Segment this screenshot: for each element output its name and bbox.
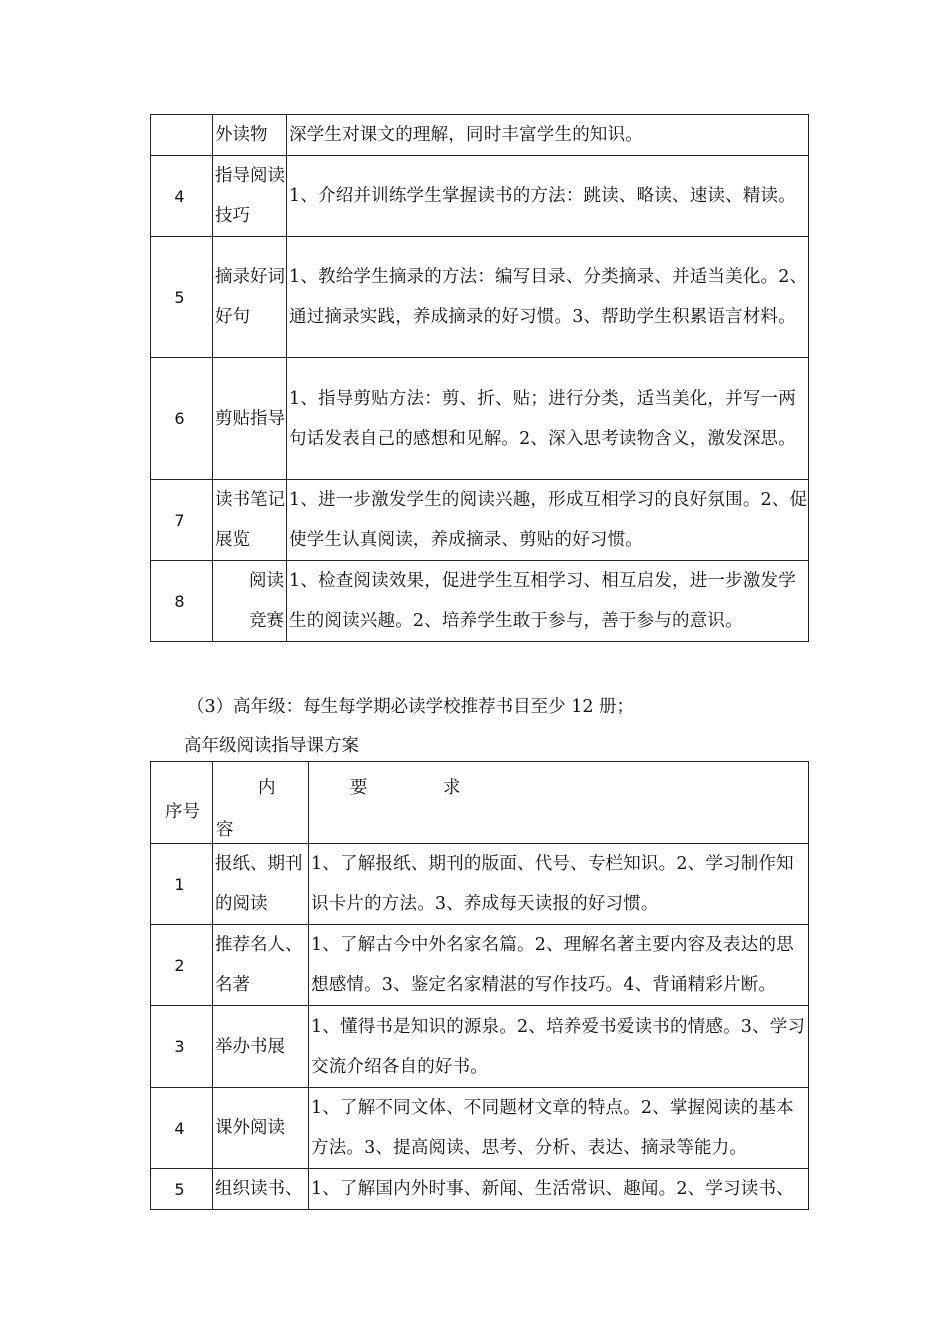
row-number: 5	[151, 237, 213, 358]
row-requirement: 1、教给学生摘录的方法：编写目录、分类摘录、并适当美化。2、通过摘录实践，养成摘录的好习惯。3、帮助学生积累语言材料。	[287, 237, 809, 358]
table-row	[151, 1088, 809, 1169]
table-row	[151, 156, 809, 237]
row-content: 指导阅读技巧	[213, 156, 287, 237]
row-requirement: 1、了解报纸、期刊的版面、代号、专栏知识。2、学习制作知识卡片的方法。3、养成每天读报的好习惯。	[309, 844, 809, 925]
table-row	[151, 561, 809, 642]
row-content: 课外阅读	[213, 1088, 309, 1169]
row-requirement: 1、了解古今中外名家名篇。2、理解名著主要内容及表达的思想感情。3、鉴定名家精湛的写作技巧。4、背诵精彩片断。	[309, 925, 809, 1006]
table-header-row	[151, 762, 809, 844]
table-row	[151, 1006, 809, 1088]
row-number	[151, 115, 213, 156]
header-content	[213, 762, 309, 844]
table-row	[151, 925, 809, 1006]
table-row	[151, 1169, 809, 1210]
header-number	[151, 762, 213, 844]
row-requirement: 1、进一步激发学生的阅读兴趣，形成互相学习的良好氛围。2、促使学生认真阅读，养成摘录、剪贴的好习惯。	[287, 480, 809, 561]
row-requirement: 深学生对课文的理解，同时丰富学生的知识。	[287, 115, 809, 156]
header-requirement-label-2: 求	[443, 778, 461, 798]
row-requirement: 1、介绍并训练学生掌握读书的方法：跳读、略读、速读、精读。	[287, 156, 809, 237]
header-content-label-2: 容	[216, 820, 234, 840]
row-content: 组织读书、	[213, 1169, 309, 1210]
row-requirement: 1、指导剪贴方法：剪、折、贴；进行分类，适当美化，并写一两句话发表自己的感想和见解。2、深入思考读物含义，激发深思。	[287, 358, 809, 480]
row-number: 1	[151, 844, 213, 925]
reading-guide-table-1	[150, 114, 809, 642]
table-row	[151, 115, 809, 156]
row-content: 外读物	[213, 115, 287, 156]
row-content: 读书笔记展览	[213, 480, 287, 561]
row-number: 8	[151, 561, 213, 642]
header-number-label: 序号	[165, 802, 200, 822]
header-requirement-label-1: 要	[350, 778, 368, 798]
reading-guide-table-2	[150, 761, 809, 1210]
row-number: 6	[151, 358, 213, 480]
row-requirement: 1、检查阅读效果，促进学生互相学习、相互启发，进一步激发学生的阅读兴趣。2、培养学生敢于参与，善于参与的意识。	[287, 561, 809, 642]
row-content: 剪贴指导	[213, 358, 287, 480]
row-number: 5	[151, 1169, 213, 1210]
table-row	[151, 480, 809, 561]
table-row	[151, 844, 809, 925]
row-content: 摘录好词好句	[213, 237, 287, 358]
row-content: 举办书展	[213, 1006, 309, 1088]
table-title: 高年级阅读指导课方案	[184, 736, 359, 756]
row-number: 2	[151, 925, 213, 1006]
row-content: 报纸、期刊的阅读	[213, 844, 309, 925]
table-row	[151, 358, 809, 480]
row-number: 4	[151, 156, 213, 237]
row-requirement: 1、了解国内外时事、新闻、生活常识、趣闻。2、学习读书、	[309, 1169, 809, 1210]
header-content-label-1: 内	[258, 778, 276, 798]
row-requirement: 1、懂得书是知识的源泉。2、培养爱书爱读书的情感。3、学习交流介绍各自的好书。	[309, 1006, 809, 1088]
row-content: 阅读竞赛	[213, 561, 287, 642]
row-number: 3	[151, 1006, 213, 1088]
header-requirement	[309, 762, 809, 844]
row-content: 推荐名人、名著	[213, 925, 309, 1006]
table-row	[151, 237, 809, 358]
grade-requirement-note: （3）高年级：每生每学期必读学校推荐书目至少 12 册；	[187, 697, 635, 717]
row-number: 4	[151, 1088, 213, 1169]
row-requirement: 1、了解不同文体、不同题材文章的特点。2、掌握阅读的基本方法。3、提高阅读、思考、分析、表达、摘录等能力。	[309, 1088, 809, 1169]
row-number: 7	[151, 480, 213, 561]
